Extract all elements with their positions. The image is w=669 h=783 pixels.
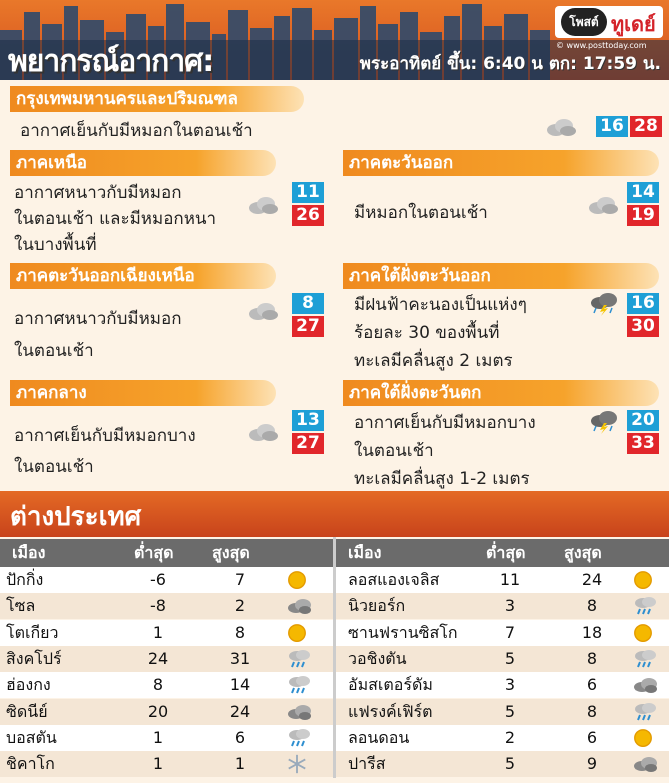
- city-temp-high: 9: [586, 754, 598, 774]
- city-temp-low: 24: [147, 648, 169, 668]
- table-header-right: [336, 539, 669, 567]
- sunrise-sunset-info: พระอาทิตย์ ขึ้น: 6:40 น ตก: 17:59 น.: [359, 54, 661, 74]
- temp-low-central: 13: [292, 410, 324, 431]
- region-title-north: ภาคเหนือ: [10, 150, 276, 176]
- city-name: แฟรงค์เฟิร์ต: [348, 701, 433, 721]
- header-city: เมือง: [348, 543, 382, 562]
- city-name: สิงคโปร์: [6, 648, 62, 668]
- city-temp-low: 1: [152, 727, 164, 747]
- city-temp-high: 8: [234, 622, 246, 642]
- city-name: วอชิงตัน: [348, 648, 407, 668]
- table-row: [0, 620, 333, 646]
- region-desc-central-line2: ในตอนเช้า: [14, 457, 94, 477]
- city-temp-high: 7: [234, 570, 246, 589]
- city-name: โตเกียว: [6, 622, 59, 642]
- city-name: ซิดนีย์: [6, 701, 48, 721]
- city-name: ชิคาโก: [6, 754, 55, 774]
- header-low: ต่ำสุด: [486, 543, 526, 562]
- city-temp-high: 24: [229, 701, 251, 721]
- region-desc-south-east-line2: ร้อยละ 30 ของพื้นที่: [354, 323, 500, 343]
- posttoday-logo: [555, 6, 663, 38]
- logo-url: © www.posttoday.com: [556, 41, 647, 50]
- region-title-northeast: ภาคตะวันออกเฉียงเหนือ: [10, 263, 276, 289]
- region-desc-south-west-line2: ในตอนเช้า: [354, 441, 434, 461]
- region-desc-south-east-line3: ทะเลมีคลื่นสูง 2 เมตร: [354, 351, 513, 371]
- city-temp-low: 2: [504, 727, 516, 747]
- region-desc-east-line1: มีหมอกในตอนเช้า: [354, 203, 488, 223]
- city-name: นิวยอร์ก: [348, 596, 406, 616]
- region-title-east: ภาคตะวันออก: [343, 150, 659, 176]
- city-temp-high: 2: [234, 596, 246, 616]
- city-name: ปารีส: [348, 754, 386, 774]
- cloud-icon: [246, 193, 280, 217]
- city-temp-high: 24: [581, 570, 603, 589]
- temp-high-central: 27: [292, 433, 324, 454]
- region-desc-bangkok: อากาศเย็นกับมีหมอกในตอนเช้า: [20, 121, 253, 141]
- temp-high-east: 19: [627, 205, 659, 226]
- cloud-icon: [586, 193, 620, 217]
- logo-left-text: โพสต์: [561, 8, 607, 36]
- city-name: อัมสเตอร์ดัม: [348, 675, 433, 695]
- city-name: ลอนดอน: [348, 727, 410, 747]
- city-temp-low: 3: [504, 675, 516, 695]
- city-name: ปักกิ่ง: [6, 570, 44, 589]
- city-temp-high: 8: [586, 596, 598, 616]
- city-temp-low: 20: [147, 701, 169, 721]
- temp-low-north: 11: [292, 182, 324, 203]
- snow-icon: [286, 753, 308, 783]
- city-temp-low: 7: [504, 622, 516, 642]
- table-row: [0, 567, 333, 593]
- region-title-south-east: ภาคใต้ฝั่งตะวันออก: [343, 263, 659, 289]
- city-temp-low: -6: [150, 570, 166, 589]
- city-temp-low: 5: [504, 754, 516, 774]
- temp-high-northeast: 27: [292, 316, 324, 337]
- city-temp-high: 1: [234, 754, 246, 774]
- temp-high-south-west: 33: [627, 433, 659, 454]
- partly-cloudy-icon: [632, 753, 658, 783]
- region-desc-northeast-line2: ในตอนเช้า: [14, 341, 94, 361]
- city-name: ฮ่องกง: [6, 675, 51, 695]
- city-temp-low: 5: [504, 701, 516, 721]
- header-high: สูงสุด: [212, 543, 250, 562]
- temp-low-south-east: 16: [627, 293, 659, 314]
- region-desc-south-east-line1: มีฝนฟ้าคะนองเป็นแห่งๆ: [354, 295, 527, 315]
- table-row: [336, 699, 669, 725]
- header-high: สูงสุด: [564, 543, 602, 562]
- table-header-left: [0, 539, 333, 567]
- temp-low-bangkok: 16: [596, 116, 628, 137]
- city-temp-low: 1: [152, 622, 164, 642]
- table-row: [336, 567, 669, 593]
- city-temp-low: 11: [499, 570, 521, 589]
- city-temp-high: 31: [229, 648, 251, 668]
- header-banner: [0, 0, 669, 80]
- city-temp-high: 6: [586, 727, 598, 747]
- city-temp-low: 3: [504, 596, 516, 616]
- temp-low-east: 14: [627, 182, 659, 203]
- cloud-icon: [544, 115, 578, 139]
- table-row: [336, 620, 669, 646]
- region-desc-north-line1: อากาศหนาวกับมีหมอก: [14, 183, 182, 203]
- city-temp-high: 6: [586, 675, 598, 695]
- region-desc-south-west-line3: ทะเลมีคลื่นสูง 1-2 เมตร: [354, 469, 530, 489]
- city-temp-low: 5: [504, 648, 516, 668]
- table-divider: [333, 537, 336, 778]
- city-temp-high: 18: [581, 622, 603, 642]
- city-temp-low: 8: [152, 675, 164, 695]
- temp-high-bangkok: 28: [630, 116, 662, 137]
- region-desc-south-west-line1: อากาศเย็นกับมีหมอกบาง: [354, 413, 536, 433]
- page-title: พยากรณ์อากาศ:: [8, 44, 214, 79]
- table-row: [336, 593, 669, 619]
- logo-right-text: ทูเดย์: [611, 12, 656, 36]
- storm-icon: [588, 410, 622, 434]
- city-temp-high: 14: [229, 675, 251, 695]
- header-city: เมือง: [12, 543, 46, 562]
- region-desc-north-line2: ในตอนเช้า และมีหมอกหนา: [14, 209, 217, 229]
- cloud-icon: [246, 420, 280, 444]
- region-title-bangkok: กรุงเทพมหานครและปริมณฑล: [10, 86, 304, 112]
- table-row: [0, 646, 333, 672]
- header-low: ต่ำสุด: [134, 543, 174, 562]
- international-title: ต่างประเทศ: [10, 502, 142, 532]
- city-temp-high: 8: [586, 648, 598, 668]
- table-row: [0, 725, 333, 751]
- region-desc-northeast-line1: อากาศหนาวกับมีหมอก: [14, 309, 182, 329]
- table-row: [336, 751, 669, 777]
- table-row: [0, 593, 333, 619]
- region-title-central: ภาคกลาง: [10, 380, 276, 406]
- temp-low-south-west: 20: [627, 410, 659, 431]
- region-title-south-west: ภาคใต้ฝั่งตะวันตก: [343, 380, 659, 406]
- city-temp-low: -8: [150, 596, 166, 616]
- city-name: โซล: [6, 596, 36, 616]
- region-desc-north-line3: ในบางพื้นที่: [14, 235, 97, 255]
- cloud-icon: [246, 299, 280, 323]
- table-row: [0, 699, 333, 725]
- city-name: ลอสแองเจลิส: [348, 570, 440, 589]
- temp-high-north: 26: [292, 205, 324, 226]
- table-row: [0, 672, 333, 698]
- temp-high-south-east: 30: [627, 316, 659, 337]
- city-name: ซานฟรานซิสโก: [348, 622, 458, 642]
- table-row: [336, 646, 669, 672]
- table-row: [336, 725, 669, 751]
- city-temp-high: 8: [586, 701, 598, 721]
- table-row: [0, 751, 333, 777]
- table-row: [336, 672, 669, 698]
- storm-icon: [588, 292, 622, 316]
- temp-low-northeast: 8: [292, 293, 324, 314]
- city-name: บอสตัน: [6, 727, 57, 747]
- region-desc-central-line1: อากาศเย็นกับมีหมอกบาง: [14, 426, 196, 446]
- city-temp-low: 1: [152, 754, 164, 774]
- city-temp-high: 6: [234, 727, 246, 747]
